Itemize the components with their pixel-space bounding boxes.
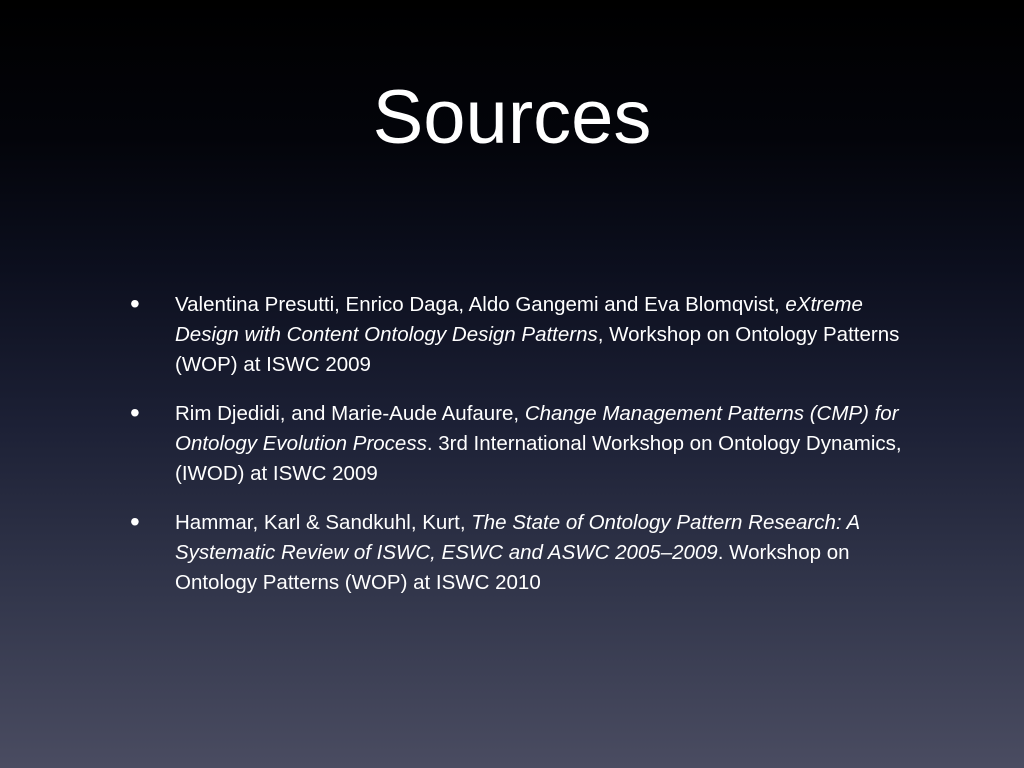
source-venue: . 3rd International Workshop on Ontology Dynamics, (IWOD) at ISWC 2009 [175,432,902,485]
source-item [130,399,920,489]
bullet-icon: • [130,506,140,537]
bullet-icon: • [130,397,140,428]
source-authors: Hammar, Karl & Sandkuhl, Kurt, [175,511,472,534]
source-authors: Valentina Presutti, Enrico Daga, Aldo Gangemi and Eva Blomqvist, [175,293,786,316]
source-title: Change Management Patterns (CMP) for Ontology Evolution Process [175,402,899,455]
source-title: eXtreme Design with Content Ontology Design Patterns [175,293,863,346]
source-item [130,508,920,598]
source-authors: Rim Djedidi, and Marie-Aude Aufaure, [175,402,525,425]
source-title: The State of Ontology Pattern Research: A Systematic Review of ISWC, ESWC and ASWC 2005–2009 [175,511,860,564]
sources-list [130,290,920,617]
source-venue: , Workshop on Ontology Patterns (WOP) at ISWC 2009 [175,323,900,376]
source-item [130,290,920,380]
bullet-icon: • [130,288,140,319]
slide-title: Sources [372,75,652,160]
source-venue: . Workshop on Ontology Patterns (WOP) at ISWC 2010 [175,541,850,594]
